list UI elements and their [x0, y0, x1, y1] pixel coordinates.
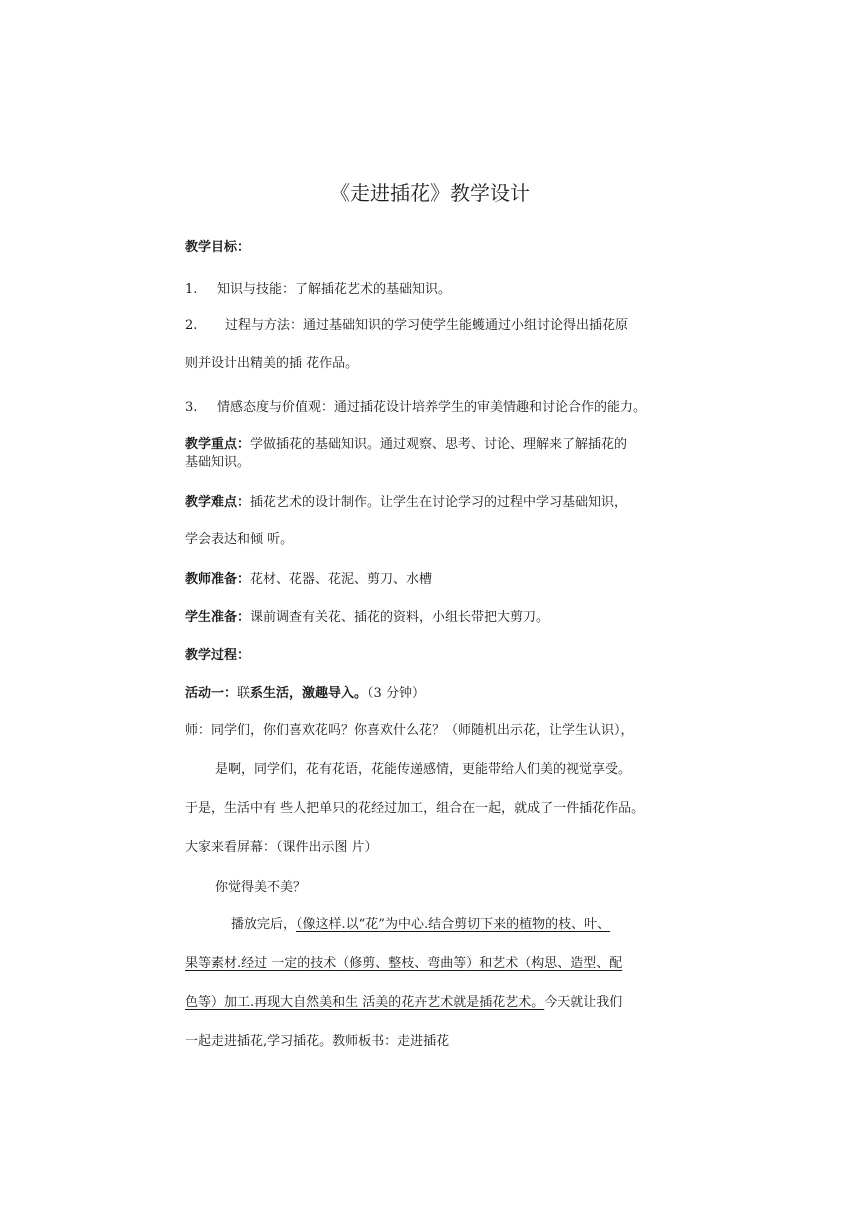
activity-one-duration: （3 分钟）	[367, 686, 425, 701]
document-title: 《走进插花》教学设计	[330, 181, 530, 205]
paragraph-line: 是啊，同学们，花有花语，花能传递感情，更能带给人们美的视觉享受。	[215, 762, 632, 777]
paragraph-text: 播放完后，	[231, 917, 297, 932]
goal-text: 情感态度与价值观：通过插花设计培养学生的审美情趣和讨论合作的能力。	[217, 400, 647, 415]
teacher-prep-label: 教师准备：	[185, 572, 251, 587]
paragraph-line: 师：同学们，你们喜欢花吗？你喜欢什么花？（师随机出示花，让学生认识），	[185, 723, 634, 738]
goal-item	[185, 400, 646, 416]
activity-one-label: 活动一：	[185, 686, 238, 701]
activity-one-char: 联	[237, 686, 251, 701]
goal-number: 2.	[185, 318, 198, 333]
student-prep	[185, 610, 549, 626]
key-points-continuation: 基础知识。	[185, 455, 251, 470]
teacher-prep-text: 花材、花器、花泥、剪刀、水槽	[250, 572, 433, 587]
goal-number: 1.	[185, 282, 198, 297]
paragraph-line: 一起走进插花,学习插花。教师板书：走进插花	[185, 1034, 450, 1049]
paragraph-line	[231, 917, 610, 933]
teacher-prep	[185, 572, 432, 588]
underlined-text: （像这样.以“花”为中心.结合剪切下来的植物的枝、叶、	[296, 917, 611, 932]
key-points-text: 学做插花的基础知识。通过观察、思考、讨论、理解来了解插花的	[250, 437, 628, 452]
goal-continuation: 则并设计出精美的插 花作品。	[185, 356, 359, 371]
student-prep-text: 课前调查有关花、插花的资料，小组长带把大剪刀。	[250, 610, 550, 625]
process-heading: 教学过程：	[185, 648, 251, 663]
goal-number: 3.	[185, 400, 198, 415]
paragraph-line: 大家来看屏幕：（课件出示图 片）	[185, 840, 378, 855]
activity-one-title: 系生活，激趣导入。	[250, 686, 368, 701]
key-points	[185, 437, 627, 453]
goal-text: 知识与技能：了解插花艺术的基础知识。	[217, 282, 452, 297]
paragraph-line: 你觉得美不美？	[215, 880, 307, 895]
goal-item	[185, 282, 451, 298]
goal-item	[185, 318, 628, 334]
difficult-points	[185, 495, 627, 511]
goal-text: 过程与方法：通过基础知识的学习使学生能蠖通过小组讨论得出插花原	[225, 318, 629, 333]
student-prep-label: 学生准备：	[185, 610, 251, 625]
difficult-points-label: 教学难点：	[185, 495, 251, 510]
paragraph-text: 今天就让我们	[544, 995, 623, 1010]
paragraph-line	[185, 995, 622, 1011]
key-points-label: 教学重点：	[185, 437, 251, 452]
goals-heading: 教学目标：	[185, 240, 251, 255]
underlined-text: 色等）加工.再现大自然美和生 活美的花卉艺术就是插花艺术。	[185, 995, 545, 1010]
paragraph-line: 于是，生活中有 些人把单只的花经过加工，组合在一起，就成了一件插花作品。	[185, 801, 645, 816]
difficult-points-text: 插花艺术的设计制作。让学生在讨论学习的过程中学习基础知识，	[250, 495, 628, 510]
activity-one-heading	[185, 686, 425, 702]
difficult-points-continuation: 学会表达和倾 听。	[185, 532, 294, 547]
underlined-line: 果等素材.经过 一定的技术（修剪、整枝、弯曲等）和艺术（构思、造型、配	[185, 956, 623, 971]
